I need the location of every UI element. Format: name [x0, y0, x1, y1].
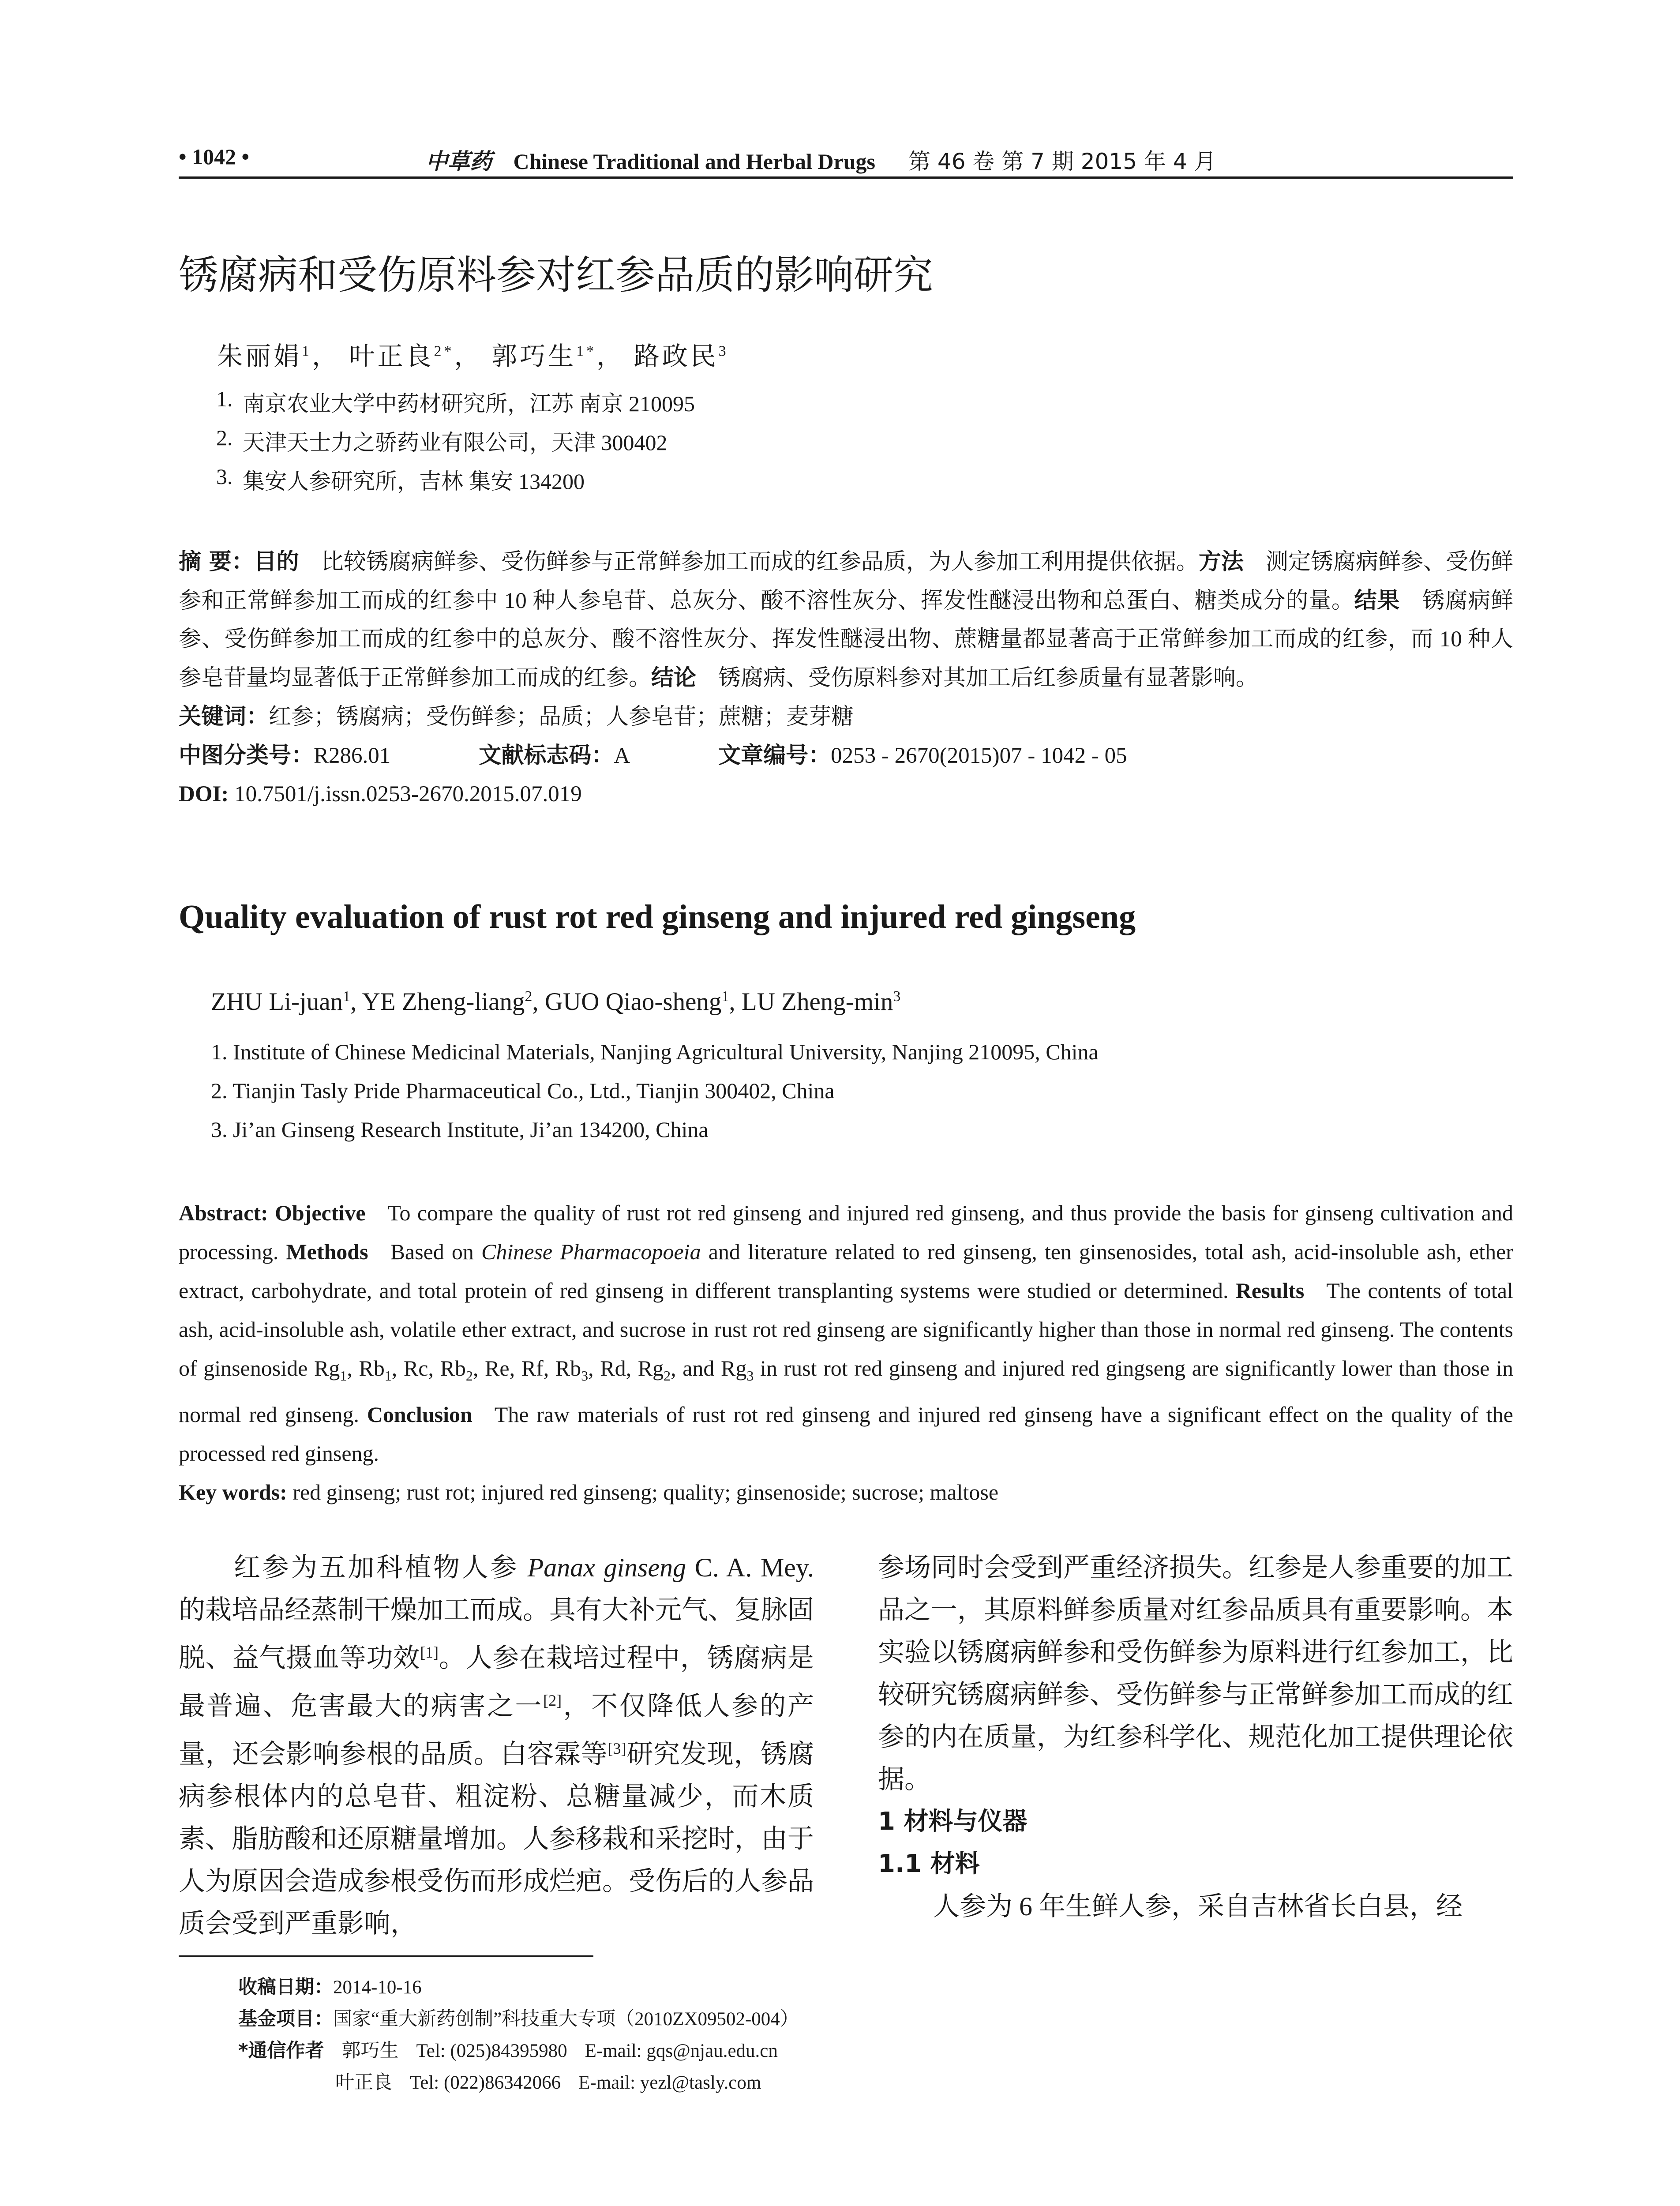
author-cn: 郭巧生	[491, 342, 577, 371]
author-cn: 朱丽娟	[217, 342, 302, 371]
affiliation-en: 2. Tianjin Tasly Pride Pharmaceutical Co., Ltd., Tianjin 300402, China	[211, 1078, 835, 1103]
body-left-column: 红参为五加科植物人参 Panax ginseng C. A. Mey. 的栽培品经蒸制干燥加工而成。具有大补元气、复脉固脱、益气摄血等功效[1]。人参在栽培过程中，锈腐病是最普遍、危害最大的病害之一[2]，不仅降低人参的产量，还会影响参根的品质。白容霖等[3]研究发现，锈腐病参根体内的总皂苷、粗淀粉、总糖量减少，而木质素、脂肪酸和还原糖量增加。人参移栽和采挖时，由于人为原因会造成参根受伤而形成烂疤。受伤后的人参品质会受到严重影响，	[179, 1553, 814, 1938]
page-number: • 1042 •	[179, 144, 250, 169]
body-right-column: 参场同时会受到严重经济损失。红参是人参重要的加工品之一，其原料鲜参质量对红参品质具有重要影响。本实验以锈腐病鲜参和受伤鲜参为原料进行红参加工，比较研究锈腐病鲜参、受伤鲜参与正常鲜参加工而成的红参的内在质量，为红参科学化、规范化加工提供理论依据。 1 材料与仪器 1.1 材料 人参为 6 年生鲜人参，采自吉林省长白县，经	[878, 1553, 1513, 1921]
journal-info	[426, 144, 1216, 176]
keywords-cn: 关键词：红参；锈腐病；受伤鲜参；品质；人参皂苷；蔗糖；麦芽糖	[179, 704, 854, 730]
abstract-cn: 摘 要：目的 比较锈腐病鲜参、受伤鲜参与正常鲜参加工而成的红参品质，为人参加工利用提供依据。方法 测定锈腐病鲜参、受伤鲜参和正常鲜参加工而成的红参中 10 种人参皂苷、总灰分、酸不溶性灰分、挥发性醚浸出物和总蛋白、糖类成分的量。结果 锈腐病鲜参、受伤鲜参加工而成的红参中的总灰分、酸不溶性灰分、挥发性醚浸出物、蔗糖量都显著高于正常鲜参加工而成的红参，而 10 种人参皂苷量均显著低于正常鲜参加工而成的红参。结论 锈腐病、受伤原料参对其加工后红参质量有显著影响。 关键词：红参；锈腐病；受伤鲜参；品质；人参皂苷；蔗糖；麦芽糖 中图分类号：R286.01 文献标志码：A 文章编号：0253 - 2670(2015)07 - 1042 - 05 DOI: 10.7501/j.issn.0253-2670.2015.07.019	[179, 543, 1513, 814]
title-en: Quality evaluation of rust rot red ginseng and injured red gingseng	[179, 898, 1136, 935]
abstract-en: Abstract: Objective To compare the quality of rust rot red ginseng and injured red ginseng, and thus provide the basis for ginseng cultivation and processing. Methods Based on Chinese Pharmacopoeia and literature related to red ginseng, ten ginsenosides, total ash, acid-insoluble ash, ether extract, carbohydrate, and total protein of red ginseng in different transplanting systems were studied or determined. Results The contents of total ash, acid-insoluble ash, volatile ether extract, and sucrose in rust rot red ginseng are significantly higher than those in normal red ginseng. The contents of ginsenoside $Rg_1$, $Rb_1$, Rc, $Rb_2$, Re, Rf, $Rb_3$, Rd, $Rg_2$, and $Rg_3$ in rust rot red ginseng and injured red gingseng are significantly lower than those in normal red ginseng. Conclusion The raw materials of rust rot red ginseng and injured red ginseng have a significant effect on the quality of the processed red ginseng. Key words: red ginseng; rust rot; injured red ginseng; quality; ginsenoside; sucrose; maltose	[179, 1193, 1513, 1512]
affiliation-cn: 3. 集安人参研究所，吉林 集安 134200	[216, 464, 585, 494]
affiliation-en: 1. Institute of Chinese Medicinal Materials, Nanjing Agricultural University, Nanjing 210095, China	[211, 1039, 1099, 1064]
running-header	[179, 140, 1513, 176]
journal-name-cn: 中草药	[426, 148, 492, 174]
classification-line: 中图分类号：R286.01 文献标志码：A 文章编号：0253 - 2670(2015)07 - 1042 - 05	[179, 743, 1127, 769]
authors-cn: 朱丽娟$^1$， 叶正良$^{2*}$， 郭巧生$^{1*}$， 路政民$^3$	[217, 342, 729, 371]
footnote-rule	[179, 1955, 593, 1957]
authors-en: ZHU Li-juan$^1$, YE Zheng-liang$^2$, GUO Qiao-sheng$^1$, LU Zheng-$\min^3$	[211, 988, 901, 1016]
affiliation-cn: 1. 南京农业大学中药材研究所，江苏 南京 210095	[216, 386, 695, 416]
doi-line: DOI: 10.7501/j.issn.0253-2670.2015.07.019	[179, 782, 582, 807]
affiliation-en: 3. Ji’an Ginseng Research Institute, Ji’an 134200, China	[211, 1117, 709, 1142]
author-cn: 路政民	[634, 342, 719, 371]
subsection-heading: 1.1 材料	[878, 1850, 980, 1878]
title-cn: 锈腐病和受伤原料参对红参品质的影响研究	[179, 252, 933, 298]
footnote-received: 收稿日期：2014-10-16	[238, 1976, 422, 1998]
section-heading: 1 材料与仪器	[878, 1807, 1028, 1836]
journal-issue: 第 46 卷 第 7 期 2015 年 4 月	[908, 149, 1216, 174]
keywords-en: Key words: red ginseng; rust rot; injured red ginseng; quality; ginsenoside; sucrose; maltose	[179, 1480, 999, 1504]
footnote-fund: 基金项目：国家“重大新药创制”科技重大专项（2010ZX09502-004）	[238, 2008, 799, 2030]
header-rule	[179, 176, 1513, 179]
journal-name-en: Chinese Traditional and Herbal Drugs	[513, 149, 875, 174]
footnote-corresponding: *通信作者 郭巧生 Tel: (025)84395980 E-mail: gqs@njau.edu.cn	[238, 2040, 778, 2062]
footnote-corresponding-2: 叶正良 Tel: (022)86342066 E-mail: yezl@tasly.com	[335, 2072, 761, 2093]
author-cn: 叶正良	[349, 342, 434, 371]
affiliation-cn: 2. 天津天士力之骄药业有限公司，天津 300402	[216, 425, 668, 455]
